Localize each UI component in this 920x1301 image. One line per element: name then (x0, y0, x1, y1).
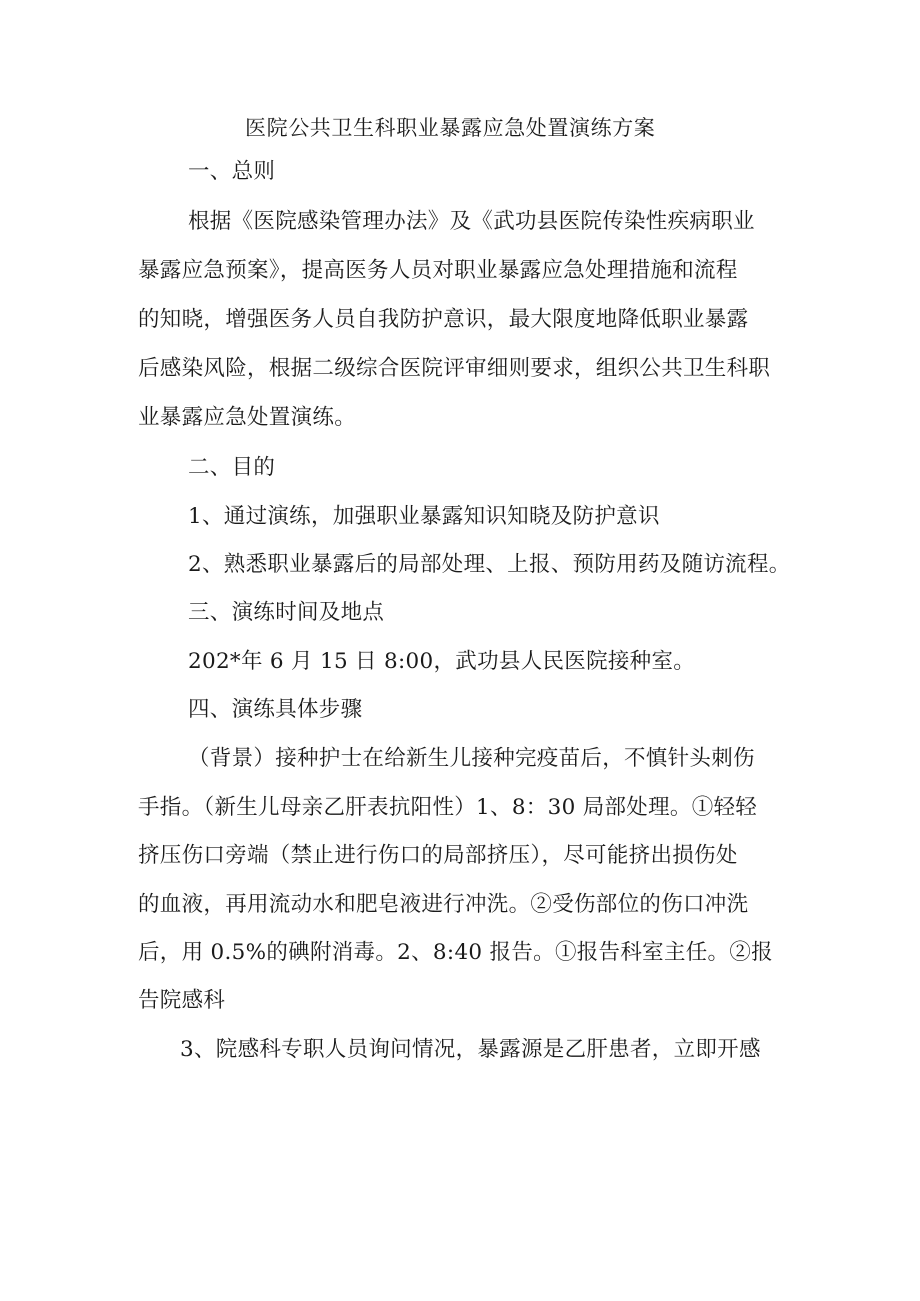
purpose-item: 2、熟悉职业暴露后的局部处理、上报、预防用药及随访流程。 (188, 552, 791, 577)
document-title: 医院公共卫生科职业暴露应急处置演练方案 (245, 116, 656, 140)
step-3-line: 3、院感科专职人员询问情况，暴露源是乙肝患者，立即开感 (180, 1037, 761, 1062)
steps-paragraph-line: 手指。（新生儿母亲乙肝表抗阳性）1、8：30 局部处理。①轻轻 (138, 795, 758, 820)
steps-paragraph-line: 后，用 0.5%的碘附消毒。2、8:40 报告。①报告科室主任。②报 (138, 940, 773, 965)
steps-paragraph-line: 告院感科 (138, 988, 226, 1013)
general-paragraph-line: 后感染风险，根据二级综合医院评审细则要求，组织公共卫生科职 (138, 356, 771, 381)
section-heading-steps: 四、演练具体步骤 (188, 697, 363, 722)
general-paragraph-line: 的知晓，增强医务人员自我防护意识，最大限度地降低职业暴露 (138, 307, 749, 332)
general-paragraph-line: 根据《医院感染管理办法》及《武功县医院传染性疾病职业 (188, 209, 755, 234)
section-heading-time-place: 三、演练时间及地点 (188, 600, 385, 625)
time-place-text: 202*年 6 月 15 日 8:00，武功县人民医院接种室。 (188, 649, 696, 674)
steps-paragraph-line: 的血液，再用流动水和肥皂液进行冲洗。②受伤部位的伤口冲洗 (138, 892, 749, 917)
section-heading-general: 一、总则 (188, 159, 276, 184)
general-paragraph-line: 业暴露应急处置演练。 (138, 405, 357, 430)
steps-paragraph-line: （背景）接种护士在给新生儿接种完疫苗后，不慎针头刺伤 (188, 746, 755, 771)
section-heading-purpose: 二、目的 (188, 455, 276, 480)
general-paragraph-line: 暴露应急预案》，提高医务人员对职业暴露应急处理措施和流程 (138, 258, 738, 283)
steps-paragraph-line: 挤压伤口旁端（禁止进行伤口的局部挤压），尽可能挤出损伤处 (138, 843, 738, 868)
purpose-item: 1、通过演练，加强职业暴露知识知晓及防护意识 (188, 504, 660, 529)
